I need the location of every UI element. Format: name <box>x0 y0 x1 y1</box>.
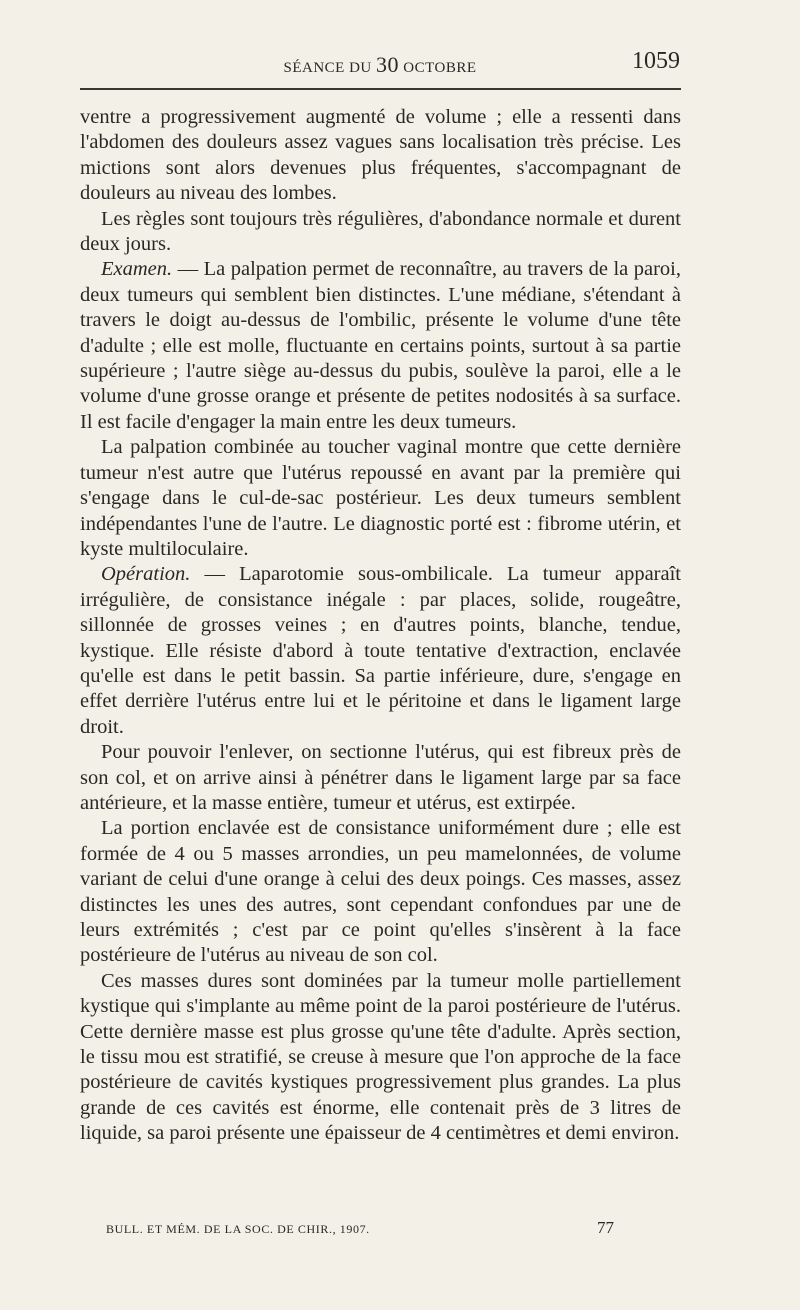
page-number: 1059 <box>632 48 680 74</box>
paragraph-text: Pour pouvoir l'enlever, on sectionne l'utérus, qui est fibreux près de son col, et on arrive ainsi à pénétrer dans le ligament large par sa face antérieure, et la masse entière, tumeur et utérus, est extirpée. <box>80 741 681 814</box>
paragraph-text: — Laparotomie sous-ombilicale. La tumeur apparaît irrégulière, de consistance inégale : par places, solide, rougeâtre, sillonnée de grosses veines ; en d'autres points, blanche, tendue, kystique. Elle résiste d'abord à toute tentative d'extraction, enclavée qu'elle est dans le petit bassin. Sa partie inférieure, dure, s'engage en effet derrière l'utérus entre lui et le péritoine et dans le ligament large droit. <box>80 563 681 738</box>
running-title-month: OCTOBRE <box>399 60 477 76</box>
paragraph-text: Ces masses dures sont dominées par la tumeur molle partiellement kystique qui s'implante au même point de la paroi postérieure de l'utérus. Cette dernière masse est plus grosse qu'une tête d'adulte. Après section, le tissu mou est stratifié, se creuse à mesure que l'on approche de la face postérieure de cavités kystiques progressivement plus grandes. La plus grande de ces cavités est énorme, elle contenait près de 3 litres de liquide, sa paroi présente une épaisseur de 4 centimètres et demi environ. <box>80 969 681 1145</box>
paragraph-menstruation <box>80 207 681 258</box>
running-title <box>80 52 680 78</box>
section-lead-operation: Opération. <box>101 563 191 586</box>
paragraph-palpation <box>80 435 681 562</box>
running-head <box>80 48 680 76</box>
paragraph-operation <box>80 562 681 740</box>
signature-mark: 77 <box>597 1218 614 1237</box>
paragraph-extirpation <box>80 740 681 816</box>
journal-citation: BULL. ET MÉM. DE LA SOC. DE CHIR., 1907. <box>106 1222 370 1236</box>
page-footer <box>80 1218 680 1242</box>
paragraph-continuation <box>80 105 681 207</box>
paragraph-examen <box>80 257 681 435</box>
paragraph-text: La portion enclavée est de consistance uniformément dure ; elle est formée de 4 ou 5 masses arrondies, un peu mamelonnées, de volume variant de celui d'une orange à celui des deux poings. Ces masses, assez distinctes les unes des autres, sont cependant confondues par une de leurs extrémités ; c'est par ce point qu'elles s'insèrent à la face postérieure de l'utérus au niveau de son col. <box>80 817 681 967</box>
running-title-day: 30 <box>376 52 400 77</box>
paragraph-portion-enclavee <box>80 816 681 968</box>
paragraph-text: La palpation combinée au toucher vaginal montre que cette dernière tumeur n'est autre que l'utérus repoussé en avant par la première qui s'engage dans le cul-de-sac postérieur. Les deux tumeurs semblent indépendantes l'une de l'autre. Le diagnostic porté est : fibrome utérin, et kyste multiloculaire. <box>80 436 681 560</box>
paragraph-text: Les règles sont toujours très régulières, d'abondance normale et durent deux jours. <box>80 207 681 256</box>
running-title-prefix: SÉANCE DU <box>283 60 377 76</box>
paragraph-text: — La palpation permet de reconnaître, au travers de la paroi, deux tumeurs qui semblent bien distinctes. L'une médiane, s'étendant à travers le doigt au-dessus de l'ombilic, présente le volume d'une tête d'adulte ; elle est molle, fluctuante en certains points, surtout à sa partie supérieure ; l'autre siège au-dessus du pubis, soulève la paroi, elle a le volume d'une grosse orange et présente de petites nodosités à sa surface. Il est facile d'engager la main entre les deux tumeurs. <box>80 258 681 433</box>
paragraph-text: ventre a progressivement augmenté de volume ; elle a ressenti dans l'abdomen des douleurs assez vagues sans localisation très précise. Les mictions sont alors devenues plus fréquentes, s'accompagnant de douleurs au niveau des lombes. <box>80 106 681 205</box>
paragraph-masses-dures <box>80 969 681 1147</box>
header-rule <box>80 88 681 90</box>
body-text <box>80 105 681 1147</box>
section-lead-examen: Examen. <box>101 258 173 281</box>
